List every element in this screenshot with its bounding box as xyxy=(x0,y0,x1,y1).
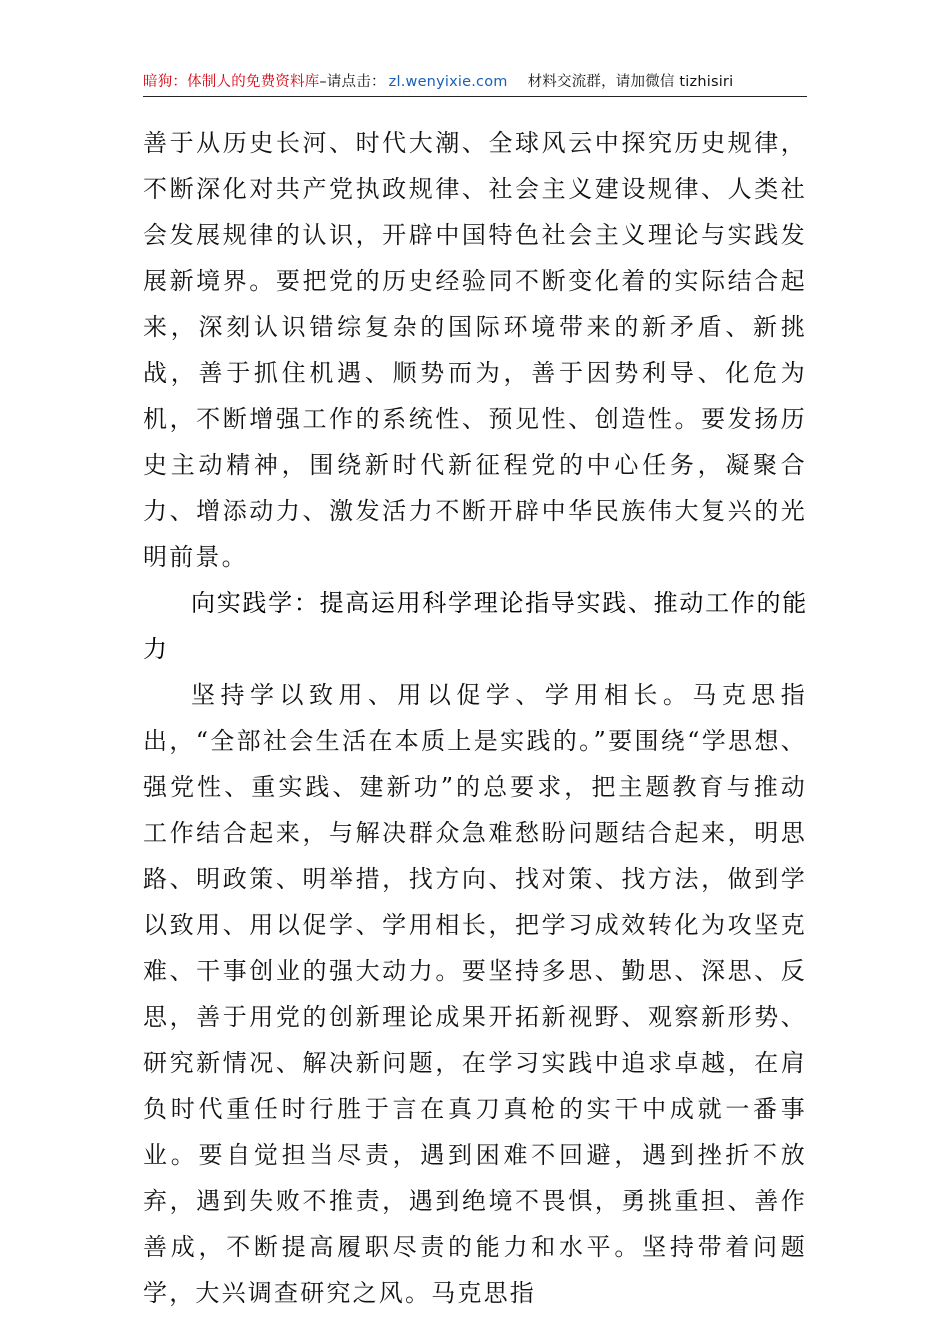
header-brand: 暗狗：体制人的免费资料库 xyxy=(143,74,320,90)
header-contact: 材料交流群，请加微信 tizhisiri xyxy=(527,74,734,90)
header-link[interactable]: zl.wenyixie.com xyxy=(388,74,508,90)
page-header xyxy=(143,68,807,97)
section-heading: 向实践学：提高运用科学理论指导实践、推动工作的能力 xyxy=(143,589,807,663)
paragraph-practice: 坚持学以致用、用以促学、学用相长。马克思指出，“全部社会生活在本质上是实践的。”要围绕“学思想、强党性、重实践、建新功”的总要求，把主题教育与推动工作结合起来，与解决群众急难愁盼问题结合起来，明思路、明政策、明举措，找方向、找对策、找方法，做到学以致用、用以促学、学用相长，把学习成效转化为攻坚克难、干事创业的强大动力。要坚持多思、勤思、深思、反思，善于用党的创新理论成果开拓新视野、观察新形势、研究新情况、解决新问题，在学习实践中追求卓越，在肩负时代重任时行胜于言在真刀真枪的实干中成就一番事业。要自觉担当尽责，遇到困难不回避，遇到挫折不放弃，遇到失败不推责，遇到绝境不畏惧，勇挑重担、善作善成，不断提高履职尽责的能力和水平。坚持带着问题学，大兴调查研究之风。马克思指 xyxy=(143,681,807,1307)
header-prompt: –请点击： xyxy=(319,74,386,90)
document-body xyxy=(143,120,807,1316)
paragraph-continued: 善于从历史长河、时代大潮、全球风云中探究历史规律，不断深化对共产党执政规律、社会主义建设规律、人类社会发展规律的认识，开辟中国特色社会主义理论与实践发展新境界。要把党的历史经验同不断变化着的实际结合起来，深刻认识错综复杂的国际环境带来的新矛盾、新挑战，善于抓住机遇、顺势而为，善于因势利导、化危为机，不断增强工作的系统性、预见性、创造性。要发扬历史主动精神，围绕新时代新征程党的中心任务，凝聚合力、增添动力、激发活力不断开辟中华民族伟大复兴的光明前景。 xyxy=(143,129,807,571)
